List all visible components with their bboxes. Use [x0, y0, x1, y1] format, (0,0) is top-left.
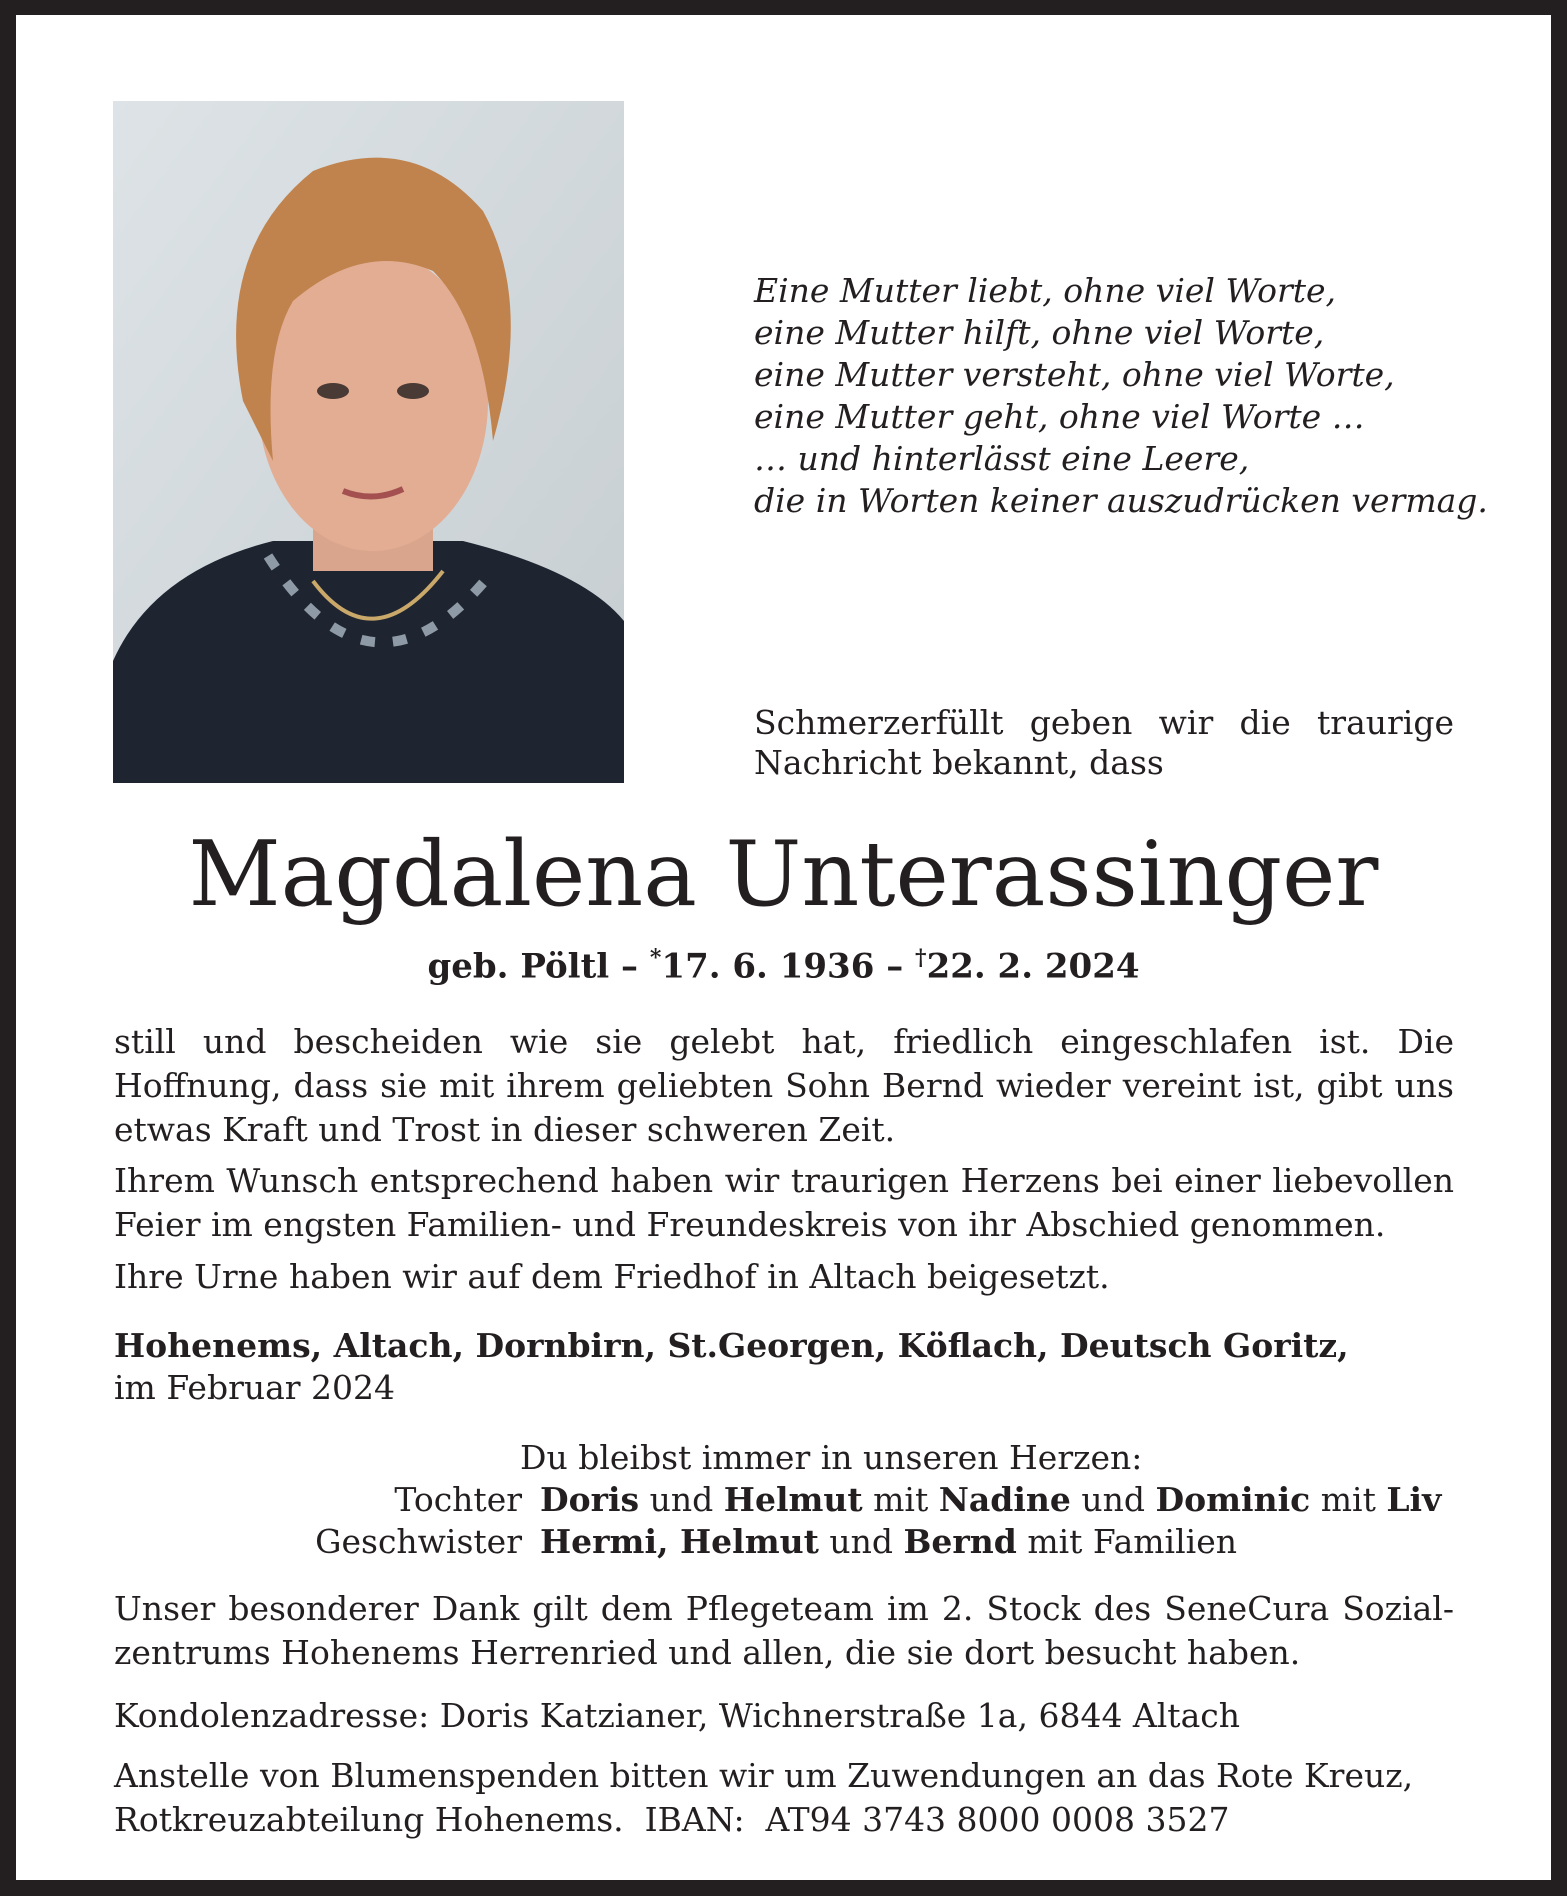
family-member: Dominic	[1155, 1480, 1311, 1519]
separator: –	[886, 946, 904, 987]
poem-line: eine Mutter versteht, ohne viel Worte,	[754, 355, 1395, 394]
birth-name: geb. Pöltl	[427, 946, 610, 987]
obituary-page	[16, 15, 1551, 1880]
deceased-name: Magdalena Unterassinger	[188, 822, 1379, 927]
places: Hohenems, Altach, Dornbirn, St.Georgen, Köflach, Deutsch Goritz,	[114, 1326, 1349, 1365]
life-dates	[16, 945, 1551, 986]
siblings-label: Geschwister	[315, 1522, 522, 1561]
paragraph-passing: still und bescheiden wie sie gelebt hat, friedlich eingeschlafen ist. Die Hoffnung, dass sie mit ihrem geliebten Sohn Bernd wieder vereint ist, gibt uns etwas Kraft und Trost in dieser schweren Zeit.	[114, 1022, 1454, 1149]
portrait-photo	[113, 101, 624, 783]
connector: mit Familien	[1016, 1522, 1237, 1561]
announcement-intro: Schmerzerfüllt geben wir die traurige Nachricht bekannt, dass	[754, 703, 1454, 782]
family-member: Liv	[1386, 1480, 1442, 1519]
family-member: Hermi, Helmut	[540, 1522, 819, 1561]
separator: –	[621, 946, 639, 987]
poem-line: eine Mutter geht, ohne viel Worte …	[754, 397, 1365, 436]
family-heading: Du bleibst immer in unseren Herzen:	[520, 1438, 1143, 1477]
poem-line: eine Mutter hilft, ohne viel Worte,	[754, 313, 1325, 352]
daughter-label: Tochter	[394, 1480, 522, 1519]
family-member: Bernd	[903, 1522, 1017, 1561]
condolence-address: Kondolenzadresse: Doris Katzianer, Wichnerstraße 1a, 6844 Altach	[114, 1696, 1240, 1735]
connector: und	[818, 1522, 904, 1561]
death-date: 22. 2. 2024	[926, 946, 1140, 987]
death-symbol: †	[915, 945, 927, 971]
thanks-paragraph: Unser besonderer Dank gilt dem Pflegeteam im 2. Stock des SeneCura Sozial- zentrums Hohenems Herrenried und allen, die sie dort besucht haben.	[114, 1589, 1454, 1672]
donation-line: Anstelle von Blumenspenden bitten wir um Zuwendungen an das Rote Kreuz,	[114, 1756, 1414, 1795]
poem-line: Eine Mutter liebt, ohne viel Worte,	[754, 271, 1337, 310]
connector: mit	[862, 1480, 939, 1519]
paragraph-farewell: Ihrem Wunsch entsprechend haben wir traurigen Herzens bei einer liebevollen Feier im engsten Familien- und Freundeskreis von ihr Abschied genommen.	[114, 1161, 1454, 1244]
connector: und	[1070, 1480, 1156, 1519]
connector: mit	[1310, 1480, 1387, 1519]
family-member: Helmut	[723, 1480, 863, 1519]
donation-iban: Rotkreuzabteilung Hohenems. IBAN: AT94 3743 8000 0008 3527	[114, 1800, 1230, 1839]
paragraph-burial: Ihre Urne haben wir auf dem Friedhof in Altach beigesetzt.	[114, 1257, 1110, 1296]
connector: und	[639, 1480, 724, 1519]
birth-date: 17. 6. 1936	[661, 946, 875, 987]
poem-line: … und hinterlässt eine Leere,	[754, 439, 1250, 478]
memorial-poem	[754, 270, 1488, 522]
date-line: im Februar 2024	[114, 1368, 396, 1407]
family-siblings	[114, 1521, 1237, 1563]
family-member: Nadine	[938, 1480, 1071, 1519]
poem-line: die in Worten keiner auszudrücken vermag.	[754, 481, 1488, 520]
family-daughter	[114, 1479, 1441, 1521]
family-member: Doris	[540, 1480, 640, 1519]
birth-symbol: *	[649, 945, 662, 971]
